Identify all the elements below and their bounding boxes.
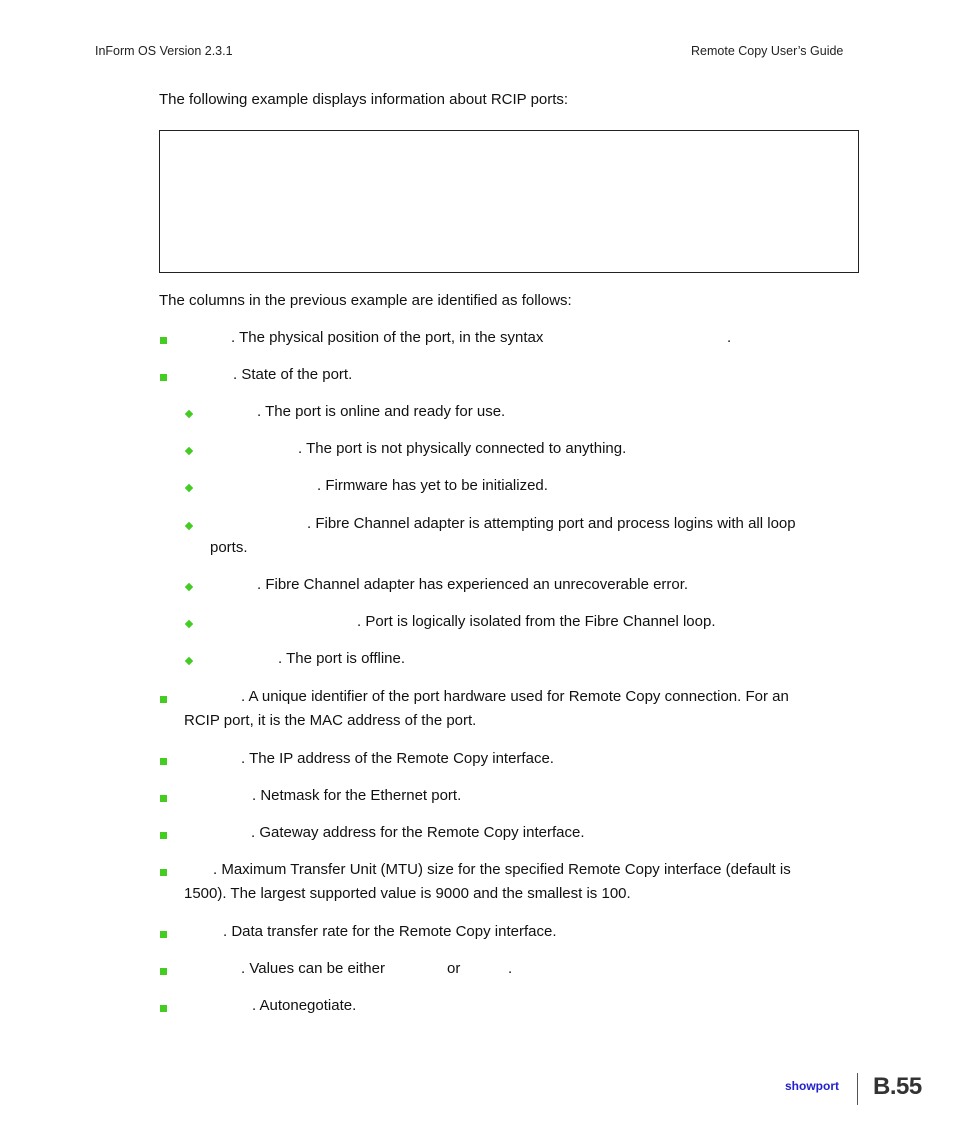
item-ipaddr: . The IP address of the Remote Copy interface. bbox=[241, 750, 554, 767]
state-loop-login: . Fibre Channel adapter is attempting port and process logins with all loop bbox=[307, 515, 796, 532]
footer-divider bbox=[857, 1073, 858, 1105]
intro-paragraph: The following example displays information about RCIP ports: bbox=[159, 91, 569, 108]
item-duplex: . Values can be either bbox=[241, 960, 385, 977]
item-mtu-cont: 1500). The largest supported value is 9000 and the smallest is 100. bbox=[184, 885, 631, 902]
state-loss-sync: . The port is not physically connected to anything. bbox=[298, 440, 627, 457]
bullet-square-icon bbox=[160, 374, 167, 381]
item-state: . State of the port. bbox=[233, 366, 353, 383]
item-netmask: . Netmask for the Ethernet port. bbox=[252, 787, 462, 804]
state-error: . Fibre Channel adapter has experienced an unrecoverable error. bbox=[257, 576, 689, 593]
bullet-diamond-icon bbox=[185, 583, 193, 591]
bullet-square-icon bbox=[160, 869, 167, 876]
item-position-text: . The physical position of the port, in the syntax bbox=[231, 329, 544, 346]
header-right: Remote Copy User’s Guide bbox=[691, 44, 844, 58]
bullet-diamond-icon bbox=[185, 657, 193, 665]
footer-link-showport[interactable]: showport bbox=[785, 1079, 839, 1093]
bullet-diamond-icon bbox=[185, 410, 193, 418]
header-left: InForm OS Version 2.3.1 bbox=[95, 44, 233, 58]
item-position bbox=[231, 326, 543, 350]
item-duplex-or: or bbox=[447, 960, 461, 977]
item-autoneg: . Autonegotiate. bbox=[252, 997, 357, 1014]
bullet-square-icon bbox=[160, 931, 167, 938]
item-gateway: . Gateway address for the Remote Copy interface. bbox=[251, 824, 585, 841]
item-position-tail: . bbox=[727, 329, 732, 346]
bullet-diamond-icon bbox=[185, 484, 193, 492]
columns-intro: The columns in the previous example are identified as follows: bbox=[159, 292, 572, 309]
item-duplex-tail: . bbox=[508, 960, 513, 977]
bullet-square-icon bbox=[160, 832, 167, 839]
bullet-diamond-icon bbox=[185, 522, 193, 530]
state-loop-login-cont: ports. bbox=[210, 539, 248, 556]
state-ready: . The port is online and ready for use. bbox=[257, 403, 506, 420]
bullet-square-icon bbox=[160, 696, 167, 703]
item-hwaddr-cont: RCIP port, it is the MAC address of the port. bbox=[184, 712, 477, 729]
bullet-diamond-icon bbox=[185, 447, 193, 455]
bullet-diamond-icon bbox=[185, 620, 193, 628]
code-example-box bbox=[159, 130, 859, 273]
bullet-square-icon bbox=[160, 968, 167, 975]
state-offline: . The port is offline. bbox=[278, 650, 406, 667]
bullet-square-icon bbox=[160, 337, 167, 344]
page-number: B.55 bbox=[873, 1073, 922, 1100]
item-mtu: . Maximum Transfer Unit (MTU) size for the specified Remote Copy interface (default is bbox=[213, 861, 791, 878]
bullet-square-icon bbox=[160, 1005, 167, 1012]
item-rate: . Data transfer rate for the Remote Copy interface. bbox=[223, 923, 557, 940]
item-hwaddr: . A unique identifier of the port hardware used for Remote Copy connection. For an bbox=[241, 688, 789, 705]
bullet-square-icon bbox=[160, 795, 167, 802]
state-non-participate: . Port is logically isolated from the Fibre Channel loop. bbox=[357, 613, 716, 630]
state-offline-fw: . Firmware has yet to be initialized. bbox=[317, 477, 548, 494]
bullet-square-icon bbox=[160, 758, 167, 765]
